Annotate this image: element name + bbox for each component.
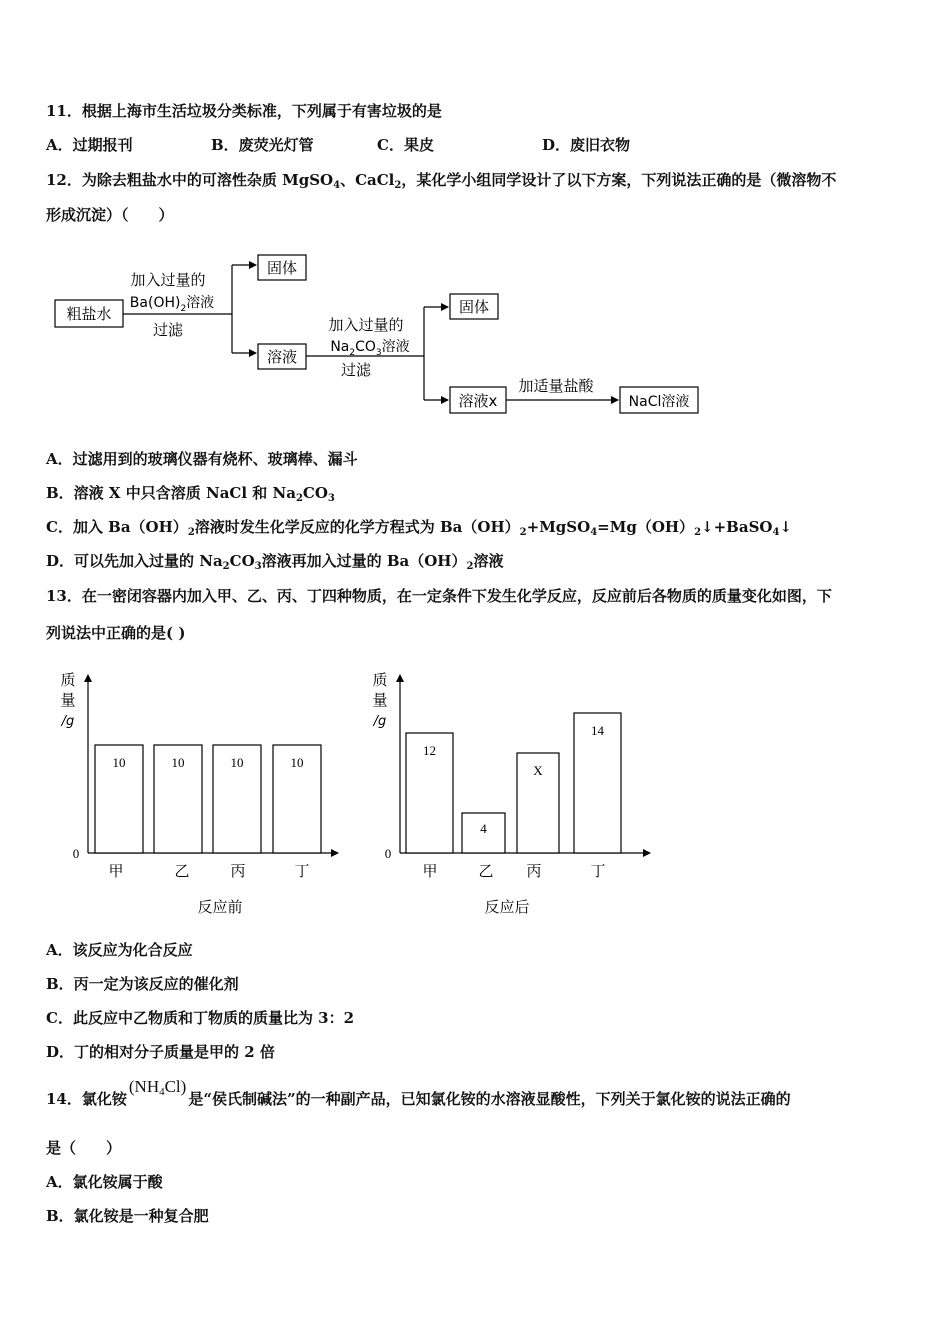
flow-step2-mid: $Na_2CO_3$溶液 xyxy=(330,339,410,358)
q11-option-d: D．废旧衣物 xyxy=(542,136,631,154)
flow-solid2-label: 固体 xyxy=(458,298,490,316)
q11-option-a: A．过期报刊 xyxy=(46,136,133,154)
flow-step3-label: 加适量盐酸 xyxy=(518,377,594,395)
flow-final-label: NaCl溶液 xyxy=(628,394,690,410)
flow-step1-bottom: 过滤 xyxy=(152,321,184,339)
y-axis-label: 量 xyxy=(60,691,76,709)
q12-option-a: A．过滤用到的玻璃仪器有烧杯、玻璃棒、漏斗 xyxy=(46,450,358,468)
origin-label: 0 xyxy=(72,846,80,861)
flow-step1-top: 加入过量的 xyxy=(130,271,206,289)
q12-stem-line2: 形成沉淀）（ ） xyxy=(46,206,174,224)
q11-stem: 11．根据上海市生活垃圾分类标准，下列属于有害垃圾的是 xyxy=(46,102,442,120)
q13-charts xyxy=(0,665,950,925)
q14-stem-line1: 14．氯化铵$(NH_4Cl)$是“侯氏制碱法”的一种副产品，已知氯化铵的水溶液显酸性，下列关于氯化铵的说法正确的 xyxy=(46,1077,791,1108)
q11-option-c: C．果皮 xyxy=(377,136,434,154)
category-label: 丙 xyxy=(230,862,246,880)
q11-options xyxy=(46,135,630,155)
y-axis-label: /g xyxy=(61,714,75,729)
bar-value-label: 12 xyxy=(423,743,436,758)
chart-title: 反应前 xyxy=(197,898,243,916)
q11-option-b: B．废荧光灯管 xyxy=(211,136,314,154)
flow-step1-mid: $Ba(OH)_2$溶液 xyxy=(129,295,215,314)
chart-title: 反应后 xyxy=(484,898,530,916)
bar-value-label: 10 xyxy=(230,755,244,770)
category-label: 丁 xyxy=(590,862,606,880)
q12-flowchart xyxy=(0,245,950,425)
chart-before xyxy=(60,671,338,916)
q13-option-c: C．此反应中乙物质和丁物质的质量比为 3：2 xyxy=(46,1009,355,1027)
y-axis-label: 量 xyxy=(372,691,388,709)
y-axis-label: 质 xyxy=(372,671,388,689)
q12-option-b: B．溶液 X 中只含溶质 NaCl 和 $Na_2CO_3$ xyxy=(46,484,335,504)
y-axis-label: /g xyxy=(373,714,387,729)
flow-start-label: 粗盐水 xyxy=(66,305,112,323)
bar-value-label: 10 xyxy=(290,755,304,770)
category-label: 丁 xyxy=(294,862,310,880)
q13-option-b: B．丙一定为该反应的催化剂 xyxy=(46,975,239,993)
y-axis-label: 质 xyxy=(60,671,76,689)
category-label: 丙 xyxy=(526,862,542,880)
category-label: 甲 xyxy=(422,862,438,880)
flow-solution-x-label: 溶液x xyxy=(458,392,498,410)
flow-solution1-label: 溶液 xyxy=(266,348,298,366)
q13-option-d: D．丁的相对分子质量是甲的 2 倍 xyxy=(46,1043,275,1061)
q14-formula: $(NH_4Cl)$ xyxy=(128,1077,187,1098)
bar-value-label: X xyxy=(533,763,543,778)
q12-option-d: D．可以先加入过量的 $Na_2CO_3$溶液再加入过量的 $Ba(OH)_2$溶液 xyxy=(46,552,504,572)
q13-stem-line2: 列说法中正确的是( ) xyxy=(46,624,186,642)
q13-stem-line1: 13．在一密闭容器内加入甲、乙、丙、丁四种物质，在一定条件下发生化学反应，反应前后各物质的质量变化如图，下 xyxy=(46,587,832,605)
category-label: 甲 xyxy=(108,862,124,880)
bar-value-label: 10 xyxy=(171,755,185,770)
q14-stem-line2: 是（ ） xyxy=(46,1139,122,1157)
q14-option-b: B．氯化铵是一种复合肥 xyxy=(46,1207,209,1225)
q12-stem-line1: 12．为除去粗盐水中的可溶性杂质 MgSO$_4$、CaCl$_2$，某化学小组同学设计了以下方案，下列说法正确的是（微溶物不 xyxy=(46,171,837,191)
bar-value-label: 10 xyxy=(112,755,126,770)
category-label: 乙 xyxy=(478,862,494,880)
flow-step2-top: 加入过量的 xyxy=(328,316,404,334)
bar-value-label: 14 xyxy=(591,723,604,738)
origin-label: 0 xyxy=(384,846,392,861)
q14-option-a: A．氯化铵属于酸 xyxy=(46,1173,163,1191)
category-label: 乙 xyxy=(174,862,190,880)
flow-solid1-label: 固体 xyxy=(266,259,298,277)
q13-option-a: A．该反应为化合反应 xyxy=(46,941,193,959)
bar-value-label: 4 xyxy=(480,821,487,836)
flow-step2-bottom: 过滤 xyxy=(340,361,372,379)
chart-after xyxy=(372,671,650,916)
q12-option-c: C．加入 $Ba(OH)_2$溶液时发生化学反应的化学方程式为 $Ba(OH)_2+MgSO_4=Mg(OH)_2↓+BaSO_4↓$ xyxy=(46,518,793,538)
